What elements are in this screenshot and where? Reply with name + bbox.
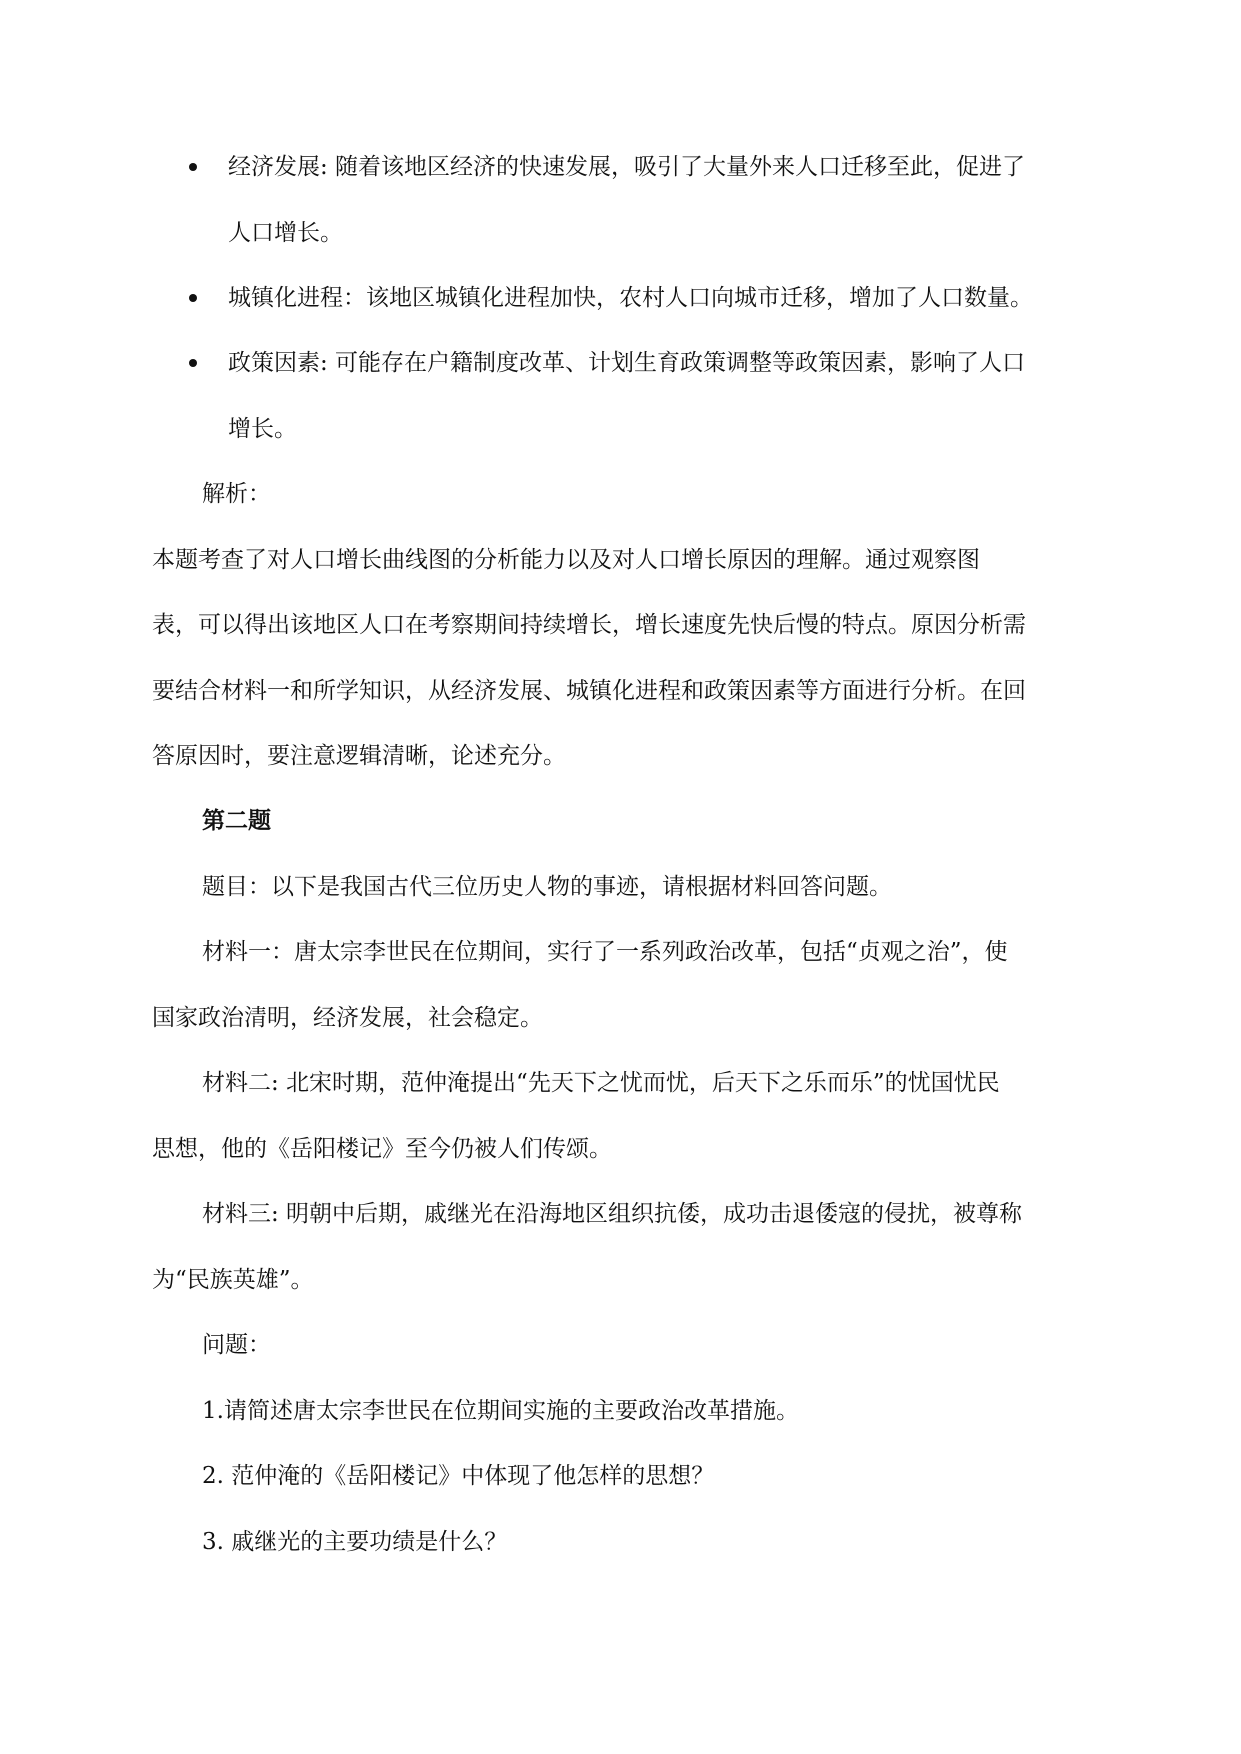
question-prompt: 题目：以下是我国古代三位历史人物的事迹，请根据材料回答问题。 xyxy=(202,874,892,900)
material-three-line-2: 为“民族英雄”。 xyxy=(152,1267,314,1293)
analysis-line-3: 要结合材料一和所学知识，从经济发展、城镇化进程和政策因素等方面进行分析。在回 xyxy=(152,678,1026,704)
question-title: 第二题 xyxy=(202,807,271,834)
bullet-urbanization-line1 xyxy=(228,283,1033,313)
bullet-dot-icon xyxy=(189,359,197,367)
analysis-line-2: 表，可以得出该地区人口在考察期间持续增长，增长速度先快后慢的特点。原因分析需 xyxy=(152,612,1026,638)
material-three-line-1: 材料三: 明朝中后期，戚继光在沿海地区组织抗倭，成功击退倭寇的侵扰，被尊称 xyxy=(202,1201,1023,1227)
question-item-1: 1.请简述唐太宗李世民在位期间实施的主要政治改革措施。 xyxy=(202,1398,799,1424)
bullet-policy-line2: 增长。 xyxy=(228,416,297,442)
material-two-line-2: 思想，他的《岳阳楼记》至今仍被人们传颂。 xyxy=(152,1136,612,1162)
bullet-text: 可能存在户籍制度改革、计划生育政策调整等政策因素，影响了人口 xyxy=(327,350,1026,376)
bullet-economy-line1 xyxy=(228,152,1025,182)
material-one-line-2: 国家政治清明，经济发展，社会稳定。 xyxy=(152,1005,543,1031)
question-item-2: 2. 范仲淹的《岳阳楼记》中体现了他怎样的思想？ xyxy=(202,1463,715,1489)
questions-heading: 问题： xyxy=(202,1332,271,1358)
analysis-line-1: 本题考查了对人口增长曲线图的分析能力以及对人口增长原因的理解。通过观察图 xyxy=(152,547,980,573)
bullet-text: 该地区城镇化进程加快，农村人口向城市迁移，增加了人口数量。 xyxy=(366,285,1033,311)
material-one-line-1: 材料一：唐太宗李世民在位期间，实行了一系列政治改革，包括“贞观之治”，使 xyxy=(202,939,1008,965)
bullet-economy-line2: 人口增长。 xyxy=(228,220,343,246)
bullet-policy-line1 xyxy=(228,348,1025,378)
bullet-dot-icon xyxy=(189,163,197,171)
bullet-dot-icon xyxy=(189,294,197,302)
bullet-label: 政策因素: xyxy=(228,350,328,376)
question-item-3: 3. 戚继光的主要功绩是什么？ xyxy=(202,1529,508,1555)
bullet-label: 城镇化进程： xyxy=(228,285,366,311)
analysis-line-4: 答原因时，要注意逻辑清晰，论述充分。 xyxy=(152,743,566,769)
bullet-label: 经济发展: xyxy=(228,154,328,180)
bullet-text: 随着该地区经济的快速发展，吸引了大量外来人口迁移至此，促进了 xyxy=(327,154,1026,180)
material-two-line-1: 材料二: 北宋时期，范仲淹提出“先天下之忧而忧，后天下之乐而乐”的忧国忧民 xyxy=(202,1070,1000,1096)
analysis-heading: 解析： xyxy=(202,481,271,507)
